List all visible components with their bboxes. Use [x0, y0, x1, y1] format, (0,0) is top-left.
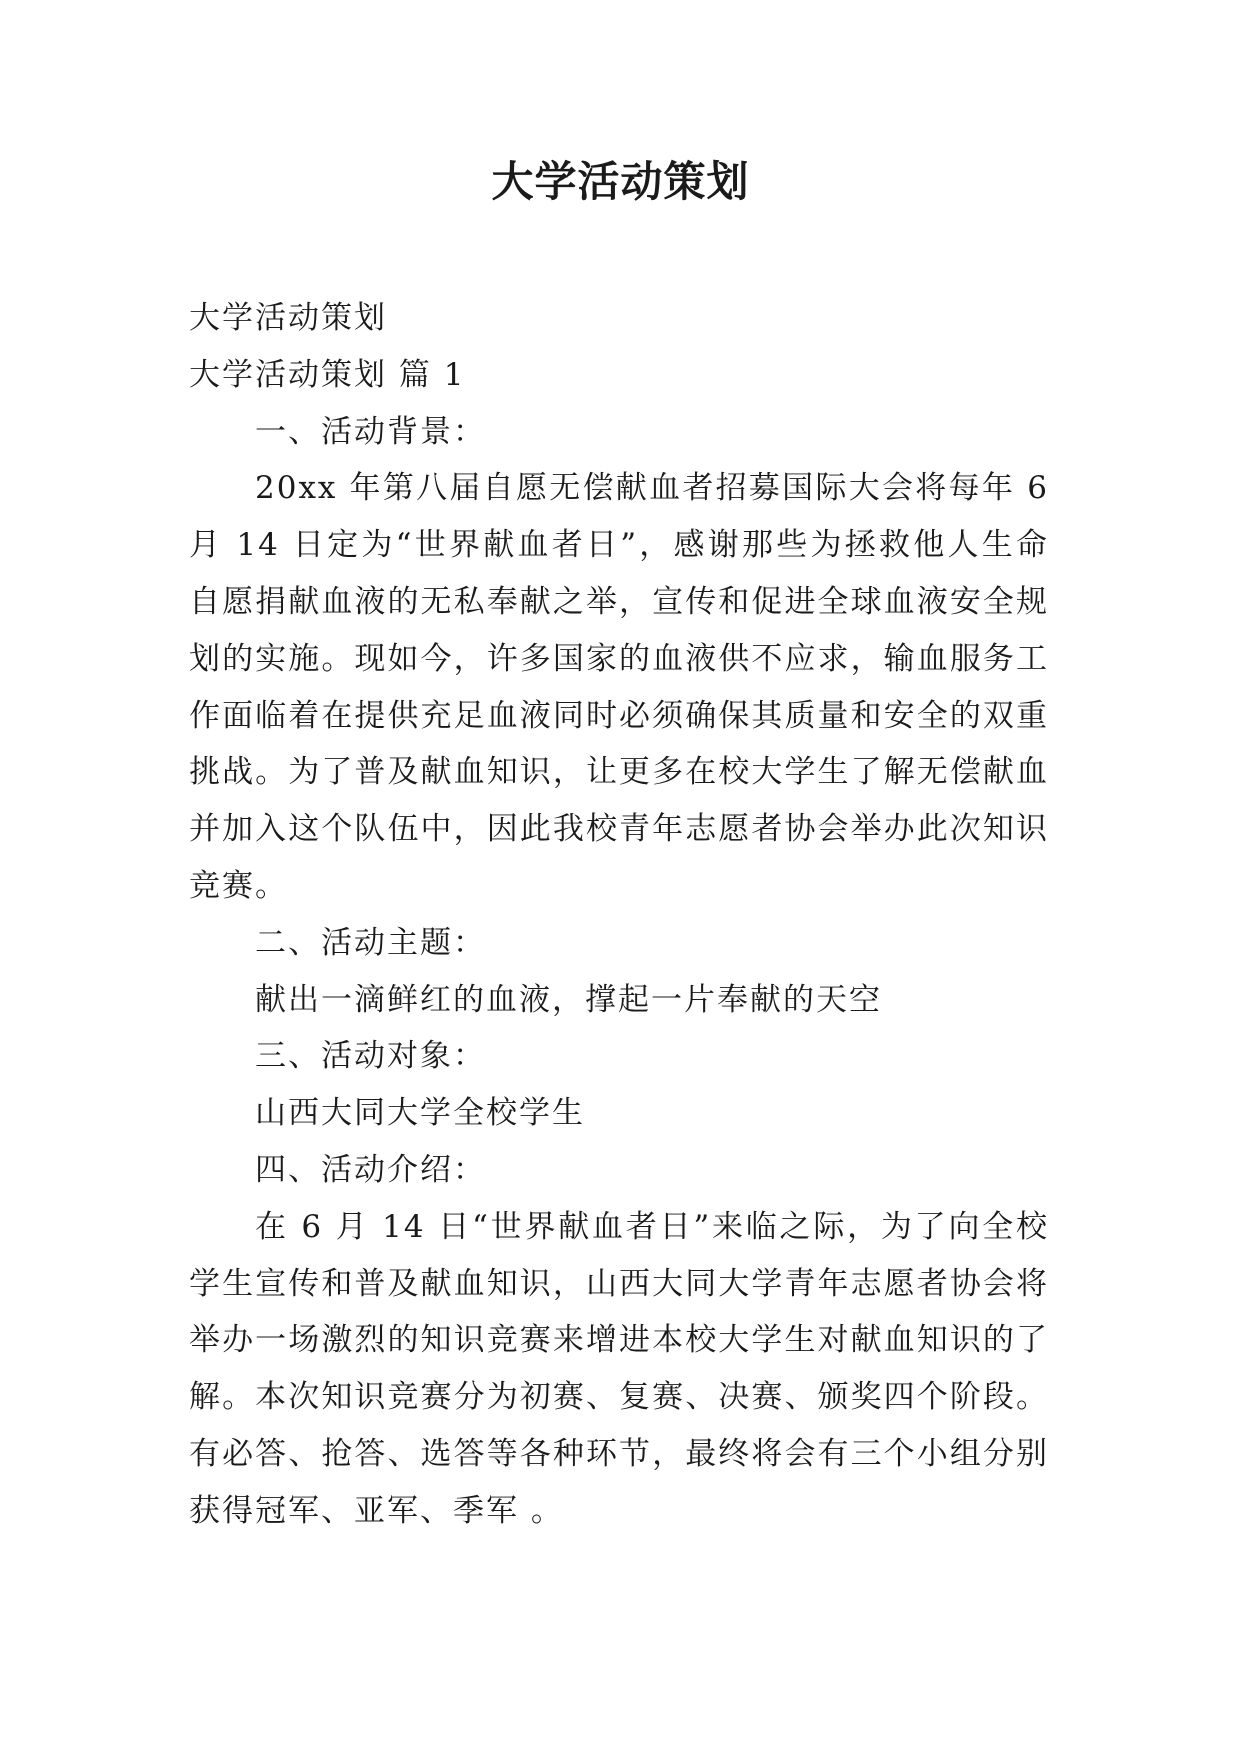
- paragraph-activity-target: 山西大同大学全校学生: [255, 1095, 585, 1132]
- heading-activity-target: 三、活动对象：: [255, 1038, 486, 1075]
- heading-activity-theme: 二、活动主题：: [255, 924, 486, 961]
- heading-activity-intro: 四、活动介绍：: [255, 1151, 486, 1188]
- document-body: [189, 290, 1049, 1540]
- paragraph-activity-theme: 献出一滴鲜红的血液，撑起一片奉献的天空: [255, 981, 882, 1018]
- document-title: 大学活动策划: [491, 157, 750, 206]
- heading-activity-background: 一、活动背景：: [255, 413, 486, 450]
- paragraph-activity-background: 20xx 年第八届自愿无偿献血者招募国际大会将每年 6 月 14 日定为“世界献血者日”，感谢那些为拯救他人生命自愿捐献血液的无私奉献之举，宣传和促进全球血液安全规划的实施。现如今，许多国家的血液供不应求，输血服务工作面临着在提供充足血液同时必须确保其质量和安全的双重挑战。为了普及献血知识，让更多在校大学生了解无偿献血并加入这个队伍中，因此我校青年志愿者协会举办此次知识竞赛。: [189, 470, 1049, 904]
- paragraph-section-label: 大学活动策划 篇 1: [189, 356, 466, 393]
- paragraph-activity-intro: 在 6 月 14 日“世界献血者日”来临之际，为了向全校学生宣传和普及献血知识，山西大同大学青年志愿者协会将举办一场激烈的知识竞赛来增进本校大学生对献血知识的了解。本次知识竞赛分为初赛、复赛、决赛、颁奖四个阶段。有必答、抢答、选答等各种环节，最终将会有三个小组分别获得冠军、亚军、季军 。: [189, 1208, 1049, 1529]
- paragraph-doc-heading: 大学活动策划: [189, 300, 387, 336]
